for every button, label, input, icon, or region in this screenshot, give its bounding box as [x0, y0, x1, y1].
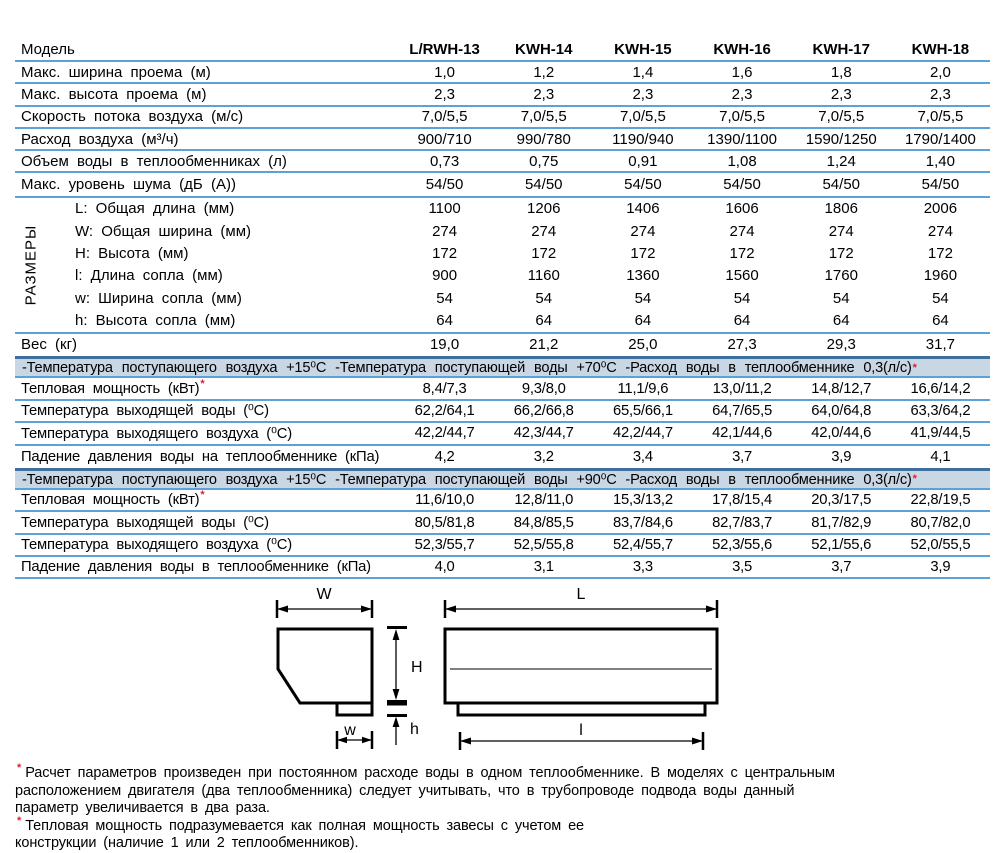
- cell-value: 52,5/55,8: [513, 536, 574, 553]
- table-row: [15, 378, 990, 400]
- cell-value: 54: [535, 289, 553, 307]
- footnote-star-icon: *: [200, 489, 205, 502]
- cell-value: 3,1: [533, 559, 554, 576]
- cell-value: 172: [432, 245, 458, 263]
- cell-value: 29,3: [826, 336, 856, 354]
- row-label: Температура выходящего воздуха (⁰С): [21, 425, 292, 442]
- row-label: Макс. уровень шума (дБ (А)): [21, 176, 236, 194]
- section-90-rows: [15, 490, 990, 580]
- cell-value: 64,7/65,5: [712, 402, 773, 419]
- dimension-diagram: [250, 583, 770, 761]
- table-row: [15, 62, 990, 84]
- cell-value: 11,6/10,0: [415, 492, 474, 509]
- cell-value: 0,75: [529, 152, 559, 170]
- row-label: Расход воздуха (м³/ч): [21, 130, 179, 148]
- cell-value: 1590/1250: [805, 130, 877, 148]
- cell-value: 42,2/44,7: [414, 425, 475, 442]
- cell-value: 1406: [626, 200, 660, 218]
- cell-value: 81,7/82,9: [811, 514, 872, 531]
- cell-value: 64: [832, 311, 850, 329]
- cell-value: 54/50: [524, 176, 563, 194]
- table-row: [15, 242, 990, 264]
- cell-value: 54/50: [822, 176, 861, 194]
- cell-value: 54: [436, 289, 453, 307]
- model-name: KWH-18: [911, 40, 970, 58]
- cell-value: 7,0/5,5: [818, 108, 865, 126]
- cell-value: 3,7: [831, 559, 852, 576]
- cell-value: 42,0/44,6: [811, 425, 872, 442]
- cell-value: 3,9: [831, 448, 852, 465]
- table-row: [15, 446, 990, 468]
- cell-value: 3,4: [632, 448, 653, 465]
- dim-label-H: H: [411, 659, 423, 676]
- cell-value: 1,2: [533, 63, 555, 81]
- cell-value: 52,1/55,6: [811, 536, 872, 553]
- dim-label-w: w: [344, 722, 356, 739]
- cell-value: 2,3: [533, 85, 555, 103]
- dim-label-W: W: [316, 586, 332, 603]
- cell-value: 274: [828, 222, 854, 240]
- cell-value: 172: [729, 245, 755, 263]
- cell-value: 54/50: [723, 176, 761, 194]
- cell-value: 1960: [923, 267, 958, 285]
- row-label: Макс. ширина проема (м): [21, 63, 211, 81]
- cell-value: 16,6/14,2: [910, 380, 971, 397]
- cell-value: 54: [733, 289, 751, 307]
- row-label: Падение давления воды на теплообменнике (кПа): [21, 448, 380, 465]
- cell-value: 2,3: [434, 85, 455, 103]
- cell-value: 1,0: [434, 63, 455, 81]
- cell-value: 8,4/7,3: [422, 380, 467, 397]
- cell-value: 64,0/64,8: [811, 402, 872, 419]
- cell-value: 1206: [527, 200, 561, 218]
- cell-value: 1,8: [830, 63, 852, 81]
- row-label: H: Высота (мм): [75, 245, 189, 263]
- cell-value: 274: [531, 222, 557, 240]
- model-name: KWH-15: [614, 40, 672, 58]
- row-label: Падение давления воды в теплообменнике (кПа): [21, 559, 371, 576]
- cell-value: 3,3: [632, 559, 653, 576]
- footnote-text: Тепловая мощность подразумевается как полная мощность завесы с учетом ее конструкции (наличие 1 или 2 теплообменников).: [15, 817, 585, 851]
- cell-value: 2,3: [632, 85, 654, 103]
- cell-value: 0,73: [429, 152, 460, 170]
- cell-value: 4,1: [930, 448, 951, 465]
- cell-value: 41,9/44,5: [910, 425, 971, 442]
- cell-value: 19,0: [429, 336, 460, 354]
- cell-value: 54/50: [425, 176, 464, 194]
- footnote-1: [15, 762, 845, 818]
- row-label: Объем воды в теплообменниках (л): [21, 152, 287, 170]
- cell-value: 7,0/5,5: [917, 108, 964, 126]
- table-row: [15, 151, 990, 173]
- dim-label-h: h: [410, 721, 419, 738]
- table-row: [15, 490, 990, 512]
- cell-value: 3,2: [533, 448, 554, 465]
- footnotes: [15, 762, 845, 853]
- footnote-star-icon: *: [200, 377, 205, 390]
- cell-value: 22,8/19,5: [910, 492, 971, 509]
- cell-value: 52,0/55,5: [910, 536, 971, 553]
- cell-value: 172: [531, 245, 557, 263]
- cell-value: 12,8/11,0: [514, 492, 574, 509]
- table-row: [15, 84, 990, 106]
- model-name: KWH-17: [812, 40, 870, 58]
- cell-value: 172: [927, 245, 953, 263]
- cell-value: 13,0/11,2: [712, 380, 772, 397]
- footnote-2: [15, 814, 655, 853]
- cell-value: 1806: [824, 200, 858, 218]
- cell-value: 1190/940: [612, 130, 674, 148]
- cell-value: 20,3/17,5: [811, 492, 872, 509]
- spec-table: [15, 38, 990, 579]
- cell-value: 0,91: [628, 152, 658, 170]
- row-label: Вес (кг): [21, 336, 78, 354]
- cell-value: 3,5: [732, 559, 753, 576]
- cell-value: 2,3: [929, 85, 951, 103]
- table-header-row: [15, 38, 990, 62]
- table-row: [15, 423, 990, 445]
- cell-value: 52,3/55,7: [414, 536, 475, 553]
- row-label: Макс. высота проема (м): [21, 85, 207, 103]
- cell-value: 15,3/13,2: [612, 492, 673, 509]
- section-band-70: -Температура поступающего воздуха +15⁰С -Температура поступающей воды +70⁰С -Расход воды в теплообменнике 0,3(л/с) *: [15, 356, 990, 378]
- cell-value: 17,8/15,4: [712, 492, 773, 509]
- cell-value: 27,3: [727, 336, 757, 354]
- cell-value: 66,2/66,8: [513, 402, 574, 419]
- row-label: Температура выходящей воды (⁰С): [21, 515, 269, 531]
- cell-value: 9,3/8,0: [521, 380, 566, 397]
- cell-value: 64: [932, 311, 949, 329]
- cell-value: 63,3/64,2: [910, 402, 971, 419]
- cell-value: 64: [733, 311, 751, 329]
- table-row: [15, 287, 990, 309]
- cell-value: 25,0: [628, 336, 658, 354]
- cell-value: 2006: [923, 200, 958, 218]
- cell-value: 11,1/9,6: [617, 380, 669, 397]
- cell-value: 900/710: [417, 130, 472, 148]
- cell-value: 14,8/12,7: [811, 380, 872, 397]
- table-row: [15, 512, 990, 534]
- cell-value: 274: [729, 222, 755, 240]
- section-band-90: -Температура поступающего воздуха +15⁰С -Температура поступающей воды +90⁰С -Расход воды в теплообменнике 0,3(л/с) *: [15, 468, 990, 490]
- cell-value: 83,7/84,6: [612, 514, 673, 531]
- cell-value: 80,5/81,8: [414, 514, 475, 531]
- model-name: L/RWH-13: [409, 40, 480, 58]
- cell-value: 80,7/82,0: [910, 514, 971, 531]
- model-name: KWH-16: [713, 40, 771, 58]
- cell-value: 1100: [428, 200, 461, 218]
- cell-value: 54: [634, 289, 652, 307]
- cell-value: 65,5/66,1: [612, 402, 673, 419]
- cell-value: 52,3/55,6: [712, 536, 773, 553]
- cell-value: 274: [630, 222, 656, 240]
- footnote-text: Расчет параметров произведен при постоянном расходе воды в одном теплообменнике. В моделях с центральным расположением двигателя (два теплообменника) следует учитывать, что в трубопроводе подвода воды данный параметр увеличивается в два раза.: [15, 765, 835, 816]
- table-row: [15, 535, 990, 557]
- cell-value: 2,3: [830, 85, 852, 103]
- cell-value: 64: [634, 311, 652, 329]
- side-view: [277, 586, 423, 749]
- cell-value: 172: [828, 245, 854, 263]
- cell-value: 4,2: [434, 448, 455, 465]
- cell-value: 64: [436, 311, 453, 329]
- row-label: L: Общая длина (мм): [75, 200, 235, 218]
- row-label: Температура выходящей воды (⁰С): [21, 403, 269, 420]
- row-label: Скорость потока воздуха (м/с): [21, 108, 244, 126]
- cell-value: 62,2/64,1: [414, 402, 475, 419]
- cell-value: 1390/1100: [707, 130, 777, 148]
- cell-value: 21,2: [529, 336, 559, 354]
- cell-value: 1,40: [925, 152, 955, 170]
- row-label: Тепловая мощность (кВт)*: [21, 489, 205, 509]
- dimensions-section-label: РАЗМЕРЫ: [22, 224, 40, 306]
- cell-value: 1790/1400: [904, 130, 976, 148]
- cell-value: 900: [432, 267, 458, 285]
- dim-label-L: L: [576, 586, 586, 603]
- table-row: [15, 309, 990, 331]
- header-label: Модель: [21, 40, 75, 58]
- cell-value: 64: [535, 311, 553, 329]
- cell-value: 54: [932, 289, 949, 307]
- cell-value: 1,4: [632, 63, 654, 81]
- cell-value: 1606: [725, 200, 759, 218]
- table-row: [15, 129, 990, 151]
- cell-value: 31,7: [925, 336, 955, 354]
- band-text: -Температура поступающего воздуха +15⁰С -Температура поступающей воды +70⁰С -Расход воды в теплообменнике 0,3(л/с): [22, 360, 912, 377]
- cell-value: 274: [432, 222, 458, 240]
- cell-value: 274: [927, 222, 953, 240]
- table-row: [15, 401, 990, 423]
- row-label: Тепловая мощность (кВт)*: [21, 377, 205, 397]
- table-row: [15, 220, 990, 242]
- row-label: Температура выходящего воздуха (⁰С): [21, 537, 292, 554]
- dim-label-l: l: [579, 722, 583, 739]
- cell-value: 7,0/5,5: [520, 108, 567, 126]
- cell-value: 42,3/44,7: [513, 425, 574, 442]
- cell-value: 2,3: [731, 85, 753, 103]
- cell-value: 42,2/44,7: [612, 425, 673, 442]
- table-row: [15, 557, 990, 579]
- cell-value: 990/780: [516, 130, 571, 148]
- row-label: h: Высота сопла (мм): [75, 311, 236, 329]
- cell-value: 1,6: [731, 63, 753, 81]
- section-70-rows: [15, 378, 990, 468]
- model-name: KWH-14: [514, 40, 573, 58]
- cell-value: 172: [630, 245, 656, 263]
- cell-value: 1,08: [727, 152, 757, 170]
- front-view: [445, 586, 717, 750]
- footnote-star-icon: *: [17, 814, 22, 827]
- cell-value: 4,0: [434, 559, 455, 576]
- cell-value: 3,7: [732, 448, 753, 465]
- cell-value: 1560: [725, 267, 759, 285]
- table-row: [15, 198, 990, 220]
- cell-value: 1760: [824, 267, 858, 285]
- cell-value: 7,0/5,5: [421, 108, 468, 126]
- cell-value: 7,0/5,5: [719, 108, 765, 126]
- cell-value: 84,8/85,5: [513, 514, 574, 531]
- footnote-star-icon: *: [17, 762, 22, 775]
- cell-value: 54/50: [921, 176, 960, 194]
- row-label: w: Ширина сопла (мм): [75, 289, 242, 307]
- cell-value: 1160: [527, 267, 560, 285]
- cell-value: 1360: [626, 267, 660, 285]
- cell-value: 1,24: [826, 152, 856, 170]
- band-text: -Температура поступающего воздуха +15⁰С -Температура поступающей воды +90⁰С -Расход воды в теплообменнике 0,3(л/с): [22, 471, 912, 488]
- row-label: l: Длина сопла (мм): [75, 267, 223, 285]
- cell-value: 7,0/5,5: [619, 108, 666, 126]
- table-row: [15, 107, 990, 129]
- row-label: W: Общая ширина (мм): [75, 222, 251, 240]
- cell-value: 82,7/83,7: [712, 514, 773, 531]
- cell-value: 3,9: [930, 559, 951, 576]
- table-row-weight: [15, 334, 990, 357]
- cell-value: 54/50: [624, 176, 662, 194]
- table-row: [15, 173, 990, 195]
- cell-value: 52,4/55,7: [612, 536, 673, 553]
- table-row: [15, 265, 990, 287]
- cell-value: 54: [832, 289, 850, 307]
- dimensions-section: [15, 196, 990, 334]
- cell-value: 2,0: [929, 63, 951, 81]
- cell-value: 42,1/44,6: [712, 425, 773, 442]
